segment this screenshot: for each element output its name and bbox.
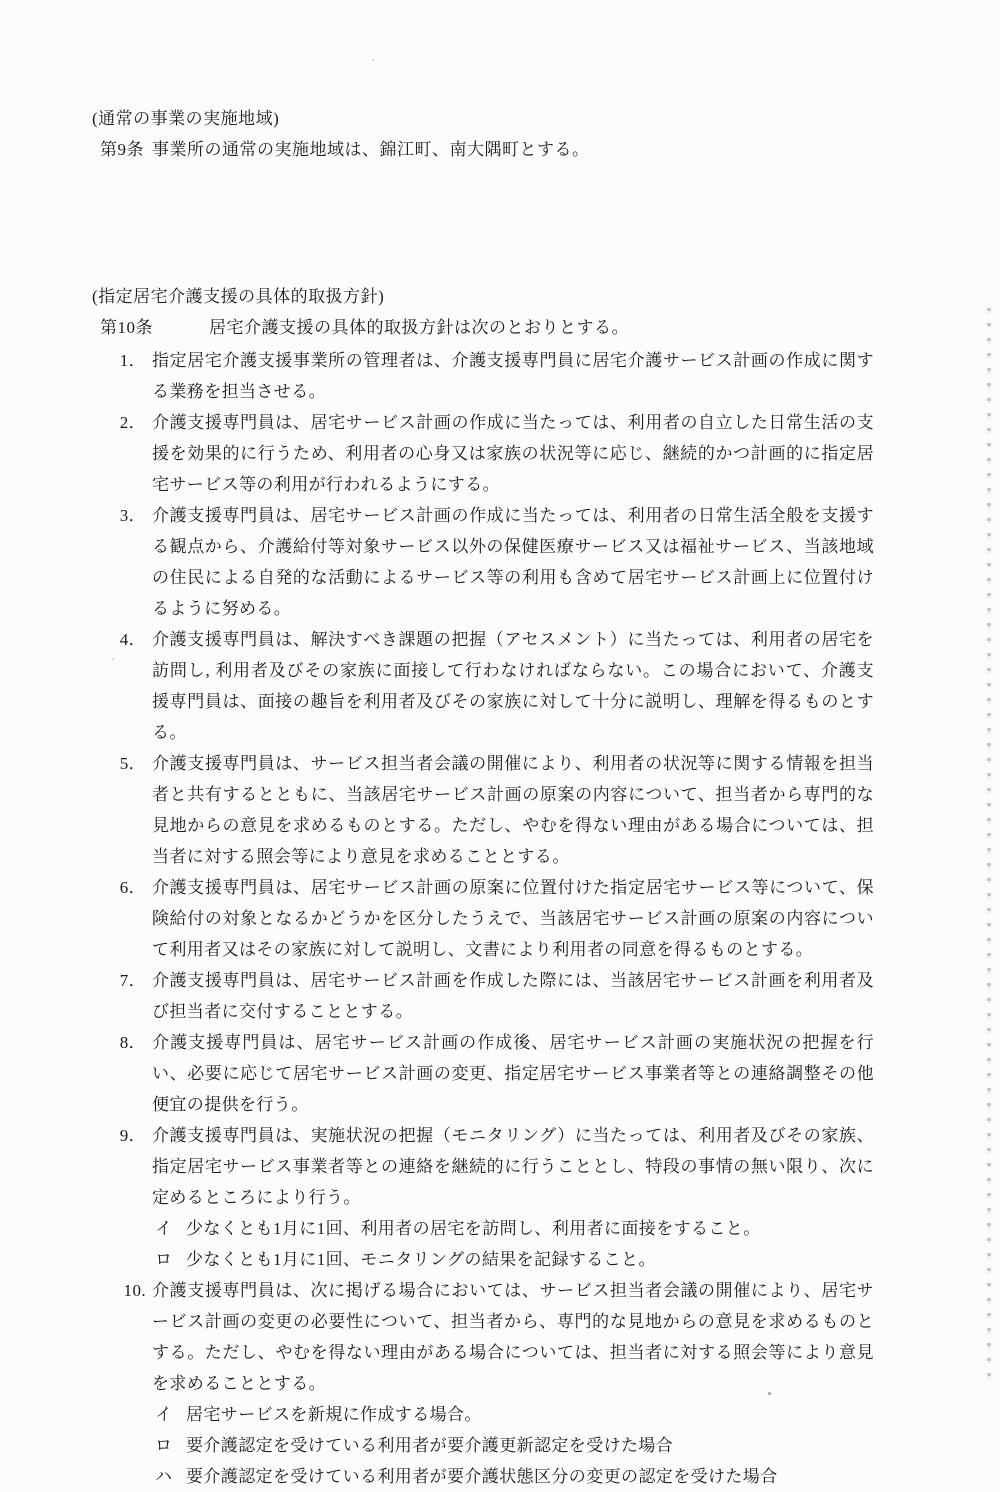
item-number: 6． bbox=[119, 878, 146, 897]
section-handling-policy bbox=[0, 281, 1000, 343]
item-number: 2． bbox=[119, 413, 146, 432]
subitem-text: 居宅サービスを新規に作成する場合。 bbox=[186, 1405, 482, 1424]
item-text: 介護支援専門員は、次に掲げる場合においては、サービス担当者会議の開催により、居宅サービス計画の変更の必要性について、担当者から、専門的な見地からの意見を求めるものとする。ただし、やむを得ない理由がある場合については、担当者に対する照会等により意見を求めることとする。 bbox=[152, 1281, 874, 1393]
list-item bbox=[114, 407, 874, 500]
subitem-label: イ bbox=[155, 1219, 173, 1238]
subitem-text: 少なくとも1月に1回、モニタリングの結果を記録すること。 bbox=[186, 1250, 656, 1269]
sub-list-item bbox=[114, 1461, 874, 1492]
article-number: 第10条 bbox=[100, 318, 153, 337]
section-heading: (通常の事業の実施地域) bbox=[92, 109, 280, 128]
list-item bbox=[114, 1120, 874, 1213]
item-text: 介護支援専門員は、実施状況の把握（モニタリング）に当たっては、利用者及びその家族、指定居宅サービス事業者等との連絡を継続的に行うこととし、特段の事情の無い限り、次に定めるところにより行う。 bbox=[152, 1126, 874, 1207]
item-text: 介護支援専門員は、解決すべき課題の把握（アセスメント）に当たっては、利用者の居宅を訪問し, 利用者及びその家族に面接して行わなければならない。この場合において、介護支援専門員は、面接の趣旨を利用者及びその家族に対して十分に説明し、理解を得るものとする。 bbox=[152, 630, 874, 742]
item-text: 介護支援専門員は、サービス担当者会議の開催により、利用者の状況等に関する情報を担当者と共有するとともに、当該居宅サービス計画の原案の内容について、担当者から専門的な見地からの意見を求めるものとする。ただし、やむを得ない理由がある場合については、担当者に対する照会等により意見を求めることとする。 bbox=[152, 754, 874, 866]
list-item bbox=[114, 500, 874, 624]
item-number: 10. bbox=[123, 1281, 146, 1300]
item-number: 5． bbox=[119, 754, 146, 773]
item-text: 介護支援専門員は、居宅サービス計画の作成に当たっては、利用者の日常生活全般を支援する観点から、介護給付等対象サービス以外の保健医療サービス又は福祉サービス、当該地域の住民による自発的な活動によるサービス等の利用も含めて居宅サービス計画上に位置付けるように努める。 bbox=[152, 506, 874, 618]
list-item bbox=[114, 872, 874, 965]
list-item bbox=[114, 624, 874, 748]
subitem-label: ロ bbox=[155, 1250, 173, 1269]
section-service-area bbox=[0, 0, 1000, 165]
scanner-artifact-strip bbox=[987, 308, 991, 1388]
item-number: 3． bbox=[119, 506, 146, 525]
article-10 bbox=[92, 312, 1000, 343]
sub-list-item bbox=[114, 1244, 874, 1275]
item-text: 介護支援専門員は、居宅サービス計画の原案に位置付けた指定居宅サービス等について、保険給付の対象となるかどうかを区分したうえで、当該居宅サービス計画の原案の内容について利用者又はその家族に対して説明し、文書により利用者の同意を得るものとする。 bbox=[152, 878, 874, 959]
subitem-text: 要介護認定を受けている利用者が要介護更新認定を受けた場合 bbox=[186, 1436, 674, 1455]
article-9 bbox=[92, 134, 1000, 165]
article-number: 第9条 bbox=[100, 140, 144, 159]
list-item bbox=[114, 345, 874, 407]
subitem-label: イ bbox=[155, 1405, 173, 1424]
scan-speck bbox=[372, 59, 374, 61]
list-item bbox=[114, 965, 874, 1027]
section-heading: (指定居宅介護支援の具体的取扱方針) bbox=[92, 287, 385, 306]
item-number: 7． bbox=[119, 971, 146, 990]
sub-list-item bbox=[114, 1213, 874, 1244]
subitem-text: 少なくとも1月に1回、利用者の居宅を訪問し、利用者に面接をすること。 bbox=[186, 1219, 761, 1238]
sub-list-item bbox=[114, 1430, 874, 1461]
article-text: 居宅介護支援の具体的取扱方針は次のとおりとする。 bbox=[209, 318, 629, 337]
subitem-label: ハ bbox=[155, 1467, 173, 1486]
item-text: 介護支援専門員は、居宅サービス計画を作成した際には、当該居宅サービス計画を利用者及び担当者に交付することとする。 bbox=[152, 971, 874, 1021]
subitem-label: ロ bbox=[155, 1436, 173, 1455]
list-item bbox=[114, 1027, 874, 1120]
item-list bbox=[114, 345, 874, 1492]
subitem-text: 要介護認定を受けている利用者が要介護状態区分の変更の認定を受けた場合 bbox=[186, 1467, 778, 1486]
item-number: 4． bbox=[119, 630, 146, 649]
list-item bbox=[114, 1275, 874, 1399]
item-number: 1． bbox=[119, 351, 146, 370]
item-number: 9． bbox=[119, 1126, 146, 1145]
scan-speck bbox=[768, 1392, 771, 1395]
item-text: 介護支援専門員は、居宅サービス計画の作成に当たっては、利用者の自立した日常生活の支援を効果的に行うため、利用者の心身又は家族の状況等に応じ、継続的かつ計画的に指定居宅サービス等の利用が行われるようにする。 bbox=[152, 413, 874, 494]
list-item bbox=[114, 748, 874, 872]
scan-speck bbox=[112, 658, 114, 660]
sub-list-item bbox=[114, 1399, 874, 1430]
item-number: 8． bbox=[119, 1033, 146, 1052]
item-text: 介護支援専門員は、居宅サービス計画の作成後、居宅サービス計画の実施状況の把握を行い、必要に応じて居宅サービス計画の変更、指定居宅サービス事業者等との連絡調整その他便宜の提供を行う。 bbox=[152, 1033, 874, 1114]
article-text: 事業所の通常の実施地域は、錦江町、南大隅町とする。 bbox=[152, 140, 590, 159]
item-text: 指定居宅介護支援事業所の管理者は、介護支援専門員に居宅介護サービス計画の作成に関する業務を担当させる。 bbox=[152, 351, 874, 401]
